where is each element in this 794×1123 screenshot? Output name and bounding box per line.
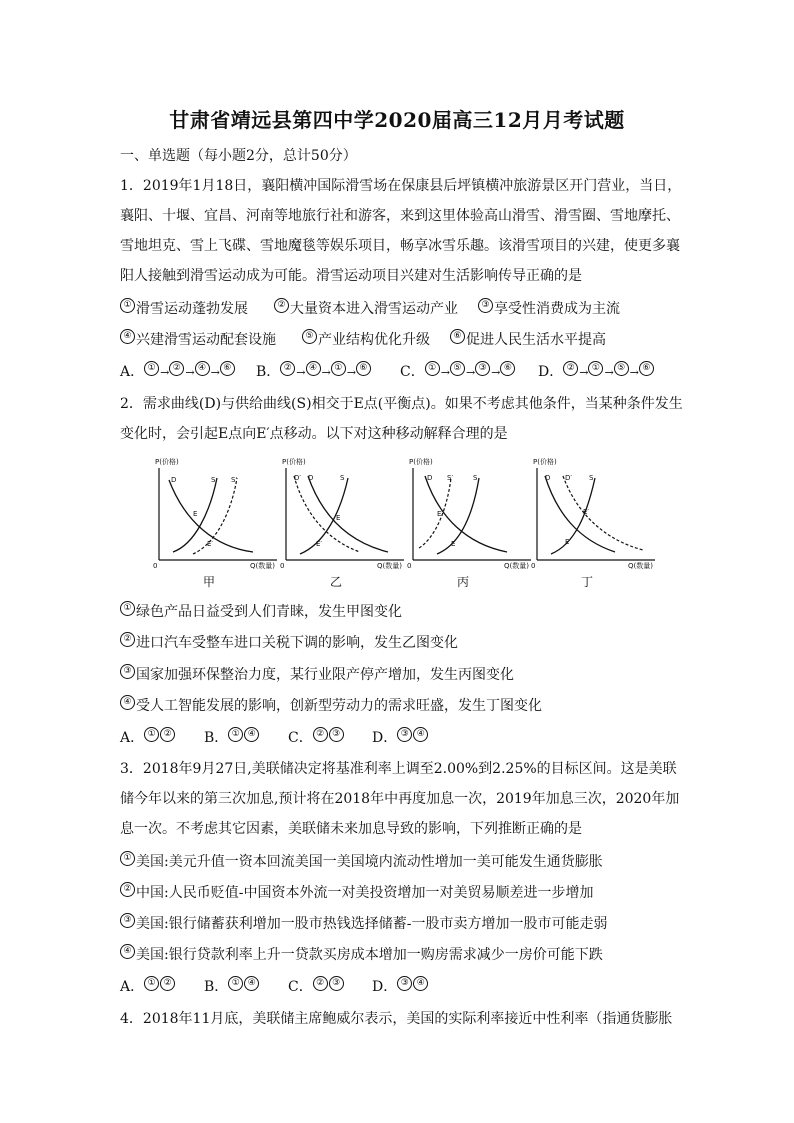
label-e-prime: E′	[437, 510, 444, 518]
circled-number: ③	[120, 913, 135, 928]
q2-stem-line: 变化时，会引起E点向E′点移动。以下对这种移动解释合理的是	[120, 426, 508, 442]
label-e-prime: E′	[583, 508, 590, 516]
graph-name: 甲	[203, 575, 216, 589]
circled-number: ④	[244, 976, 259, 991]
q1-item	[274, 298, 458, 318]
circled-number: ①	[228, 727, 243, 742]
arrow-icon: →	[296, 366, 306, 379]
origin-label: 0	[407, 562, 412, 570]
circled-number: ①	[120, 601, 135, 616]
supply-curve-s-prime	[419, 478, 451, 548]
label-s-prime: S′	[447, 474, 454, 482]
x-axis-label: Q(数量)	[628, 562, 653, 570]
circled-number: ④	[120, 329, 135, 344]
answer-option-label: B．	[204, 730, 229, 746]
label-d-prime: D′	[565, 474, 572, 482]
y-axis-label: P(价格)	[533, 458, 557, 466]
circled-number: ②	[313, 976, 328, 991]
label-s: S	[211, 476, 216, 484]
label-d: D	[308, 474, 314, 482]
arrow-icon: →	[210, 366, 220, 379]
label-e: E	[451, 540, 456, 548]
circled-number: ③	[397, 727, 412, 742]
exam-title: 甘肃省靖远县第四中学2020届高三12月月考试题	[169, 108, 625, 132]
arrow-icon: →	[491, 366, 501, 379]
q3-item	[120, 851, 603, 871]
circled-number: ①	[120, 851, 135, 866]
y-axis-label: P(价格)	[155, 458, 179, 466]
answer-option-label: A．	[120, 979, 145, 995]
graph-name: 乙	[330, 575, 343, 589]
circled-number: ①	[144, 727, 159, 742]
circled-number: ②	[274, 298, 289, 313]
q3-item	[120, 944, 603, 964]
label-e: E	[565, 538, 570, 546]
circled-number: ①	[588, 361, 603, 376]
circled-number: ②	[120, 882, 135, 897]
origin-label: 0	[153, 562, 158, 570]
q1-item-text: 滑雪运动蓬勃发展	[136, 301, 248, 317]
arrow-icon: →	[465, 366, 476, 379]
q2-item	[120, 664, 514, 684]
answer-option-label: A．	[120, 364, 145, 380]
q1-stem-line: 襄阳、十堰、宜昌、河南等地旅行社和游客，来到这里体验高山滑雪、滑雪圈、雪地摩托、	[120, 208, 680, 224]
circled-number: ②	[160, 727, 175, 742]
circled-number: ⑥	[500, 361, 515, 376]
label-s: S	[589, 474, 594, 482]
graph-name: 丁	[581, 575, 594, 589]
circled-number: ④	[244, 727, 259, 742]
q2-item	[120, 632, 458, 652]
answer-option-label: A．	[120, 730, 145, 746]
circled-number: ③	[329, 976, 344, 991]
q3-item-text: 中国:人民币贬值-中国资本外流一对美投资增加一对美贸易顺差进一步增加	[136, 885, 594, 901]
circled-number: ④	[306, 361, 321, 376]
circled-number: ②	[120, 632, 135, 647]
circled-number: ①	[228, 976, 243, 991]
answer-option-label: C．	[288, 979, 313, 995]
circled-number: ③	[478, 298, 493, 313]
answer-option[interactable]	[288, 727, 345, 747]
demand-curve-d-prime	[294, 476, 360, 552]
circled-number: ①	[144, 976, 159, 991]
x-axis-label: Q(数量)	[504, 562, 529, 570]
q1-item	[120, 298, 248, 318]
supply-demand-graph	[399, 452, 539, 592]
q1-item-text: 促进人民生活水平提高	[466, 332, 606, 348]
q3-stem-line: 3．2018年9月27日,美联储决定将基准利率上调至2.00%到2.25%的目标区间。这是美联	[120, 761, 677, 777]
q1-item	[120, 329, 276, 349]
circled-number: ②	[160, 976, 175, 991]
origin-label: 0	[531, 562, 536, 570]
answer-option[interactable]	[288, 976, 345, 996]
q2-item-text: 国家加强环保整治力度，某行业限产停产增加，发生丙图变化	[136, 667, 514, 683]
circled-number: ③	[397, 976, 412, 991]
q1-item-text: 兴建滑雪运动配套设施	[136, 332, 276, 348]
answer-option-label: D．	[372, 979, 398, 995]
label-d: D	[427, 474, 433, 482]
demand-curve-d	[545, 476, 615, 552]
graph-name: 丙	[457, 575, 470, 589]
circled-number: ⑤	[302, 329, 317, 344]
circled-number: ④	[413, 976, 428, 991]
answer-option[interactable]	[120, 727, 176, 747]
graph-bing	[399, 452, 539, 592]
circled-number: ⑥	[639, 361, 654, 376]
circled-number: ④	[413, 727, 428, 742]
answer-option[interactable]	[120, 361, 236, 382]
label-e-prime: E′	[316, 540, 323, 548]
answer-option-label: B．	[204, 979, 229, 995]
q1-stem-line: 阳人接触到滑雪运动成为可能。滑雪运动项目兴建对生活影响传导正确的是	[120, 268, 582, 284]
answer-option[interactable]	[204, 727, 260, 747]
q2-item	[120, 695, 542, 715]
circled-number: ⑥	[356, 361, 371, 376]
circled-number: ③	[329, 727, 344, 742]
demand-curve-d-prime	[563, 476, 643, 550]
answer-option[interactable]	[256, 361, 372, 382]
answer-option[interactable]	[538, 361, 655, 382]
graph-yi	[272, 452, 412, 592]
q2-stem-line: 2．需求曲线(D)与供给曲线(S)相交于E点(平衡点)。如果不考虑其他条件，当某种条件发生	[120, 396, 683, 412]
section-heading: 一、单选题（每小题2分，总计50分）	[120, 148, 357, 164]
supply-demand-graph	[523, 452, 663, 592]
supply-curve-s	[300, 478, 348, 554]
q2-item	[120, 601, 402, 621]
graph-ding	[523, 452, 663, 592]
q3-stem-line: 息一次。不考虑其它因素，美联储未来加息导致的影响，下列推断正确的是	[120, 821, 582, 837]
label-s-prime: S′	[231, 476, 238, 484]
circled-number: ①	[120, 298, 135, 313]
answer-option-label: D．	[372, 730, 398, 746]
circled-number: ①	[144, 361, 159, 376]
answer-option[interactable]	[120, 976, 176, 996]
arrow-icon: →	[604, 366, 614, 379]
q3-item-text: 美国:银行储蓄获利增加一股市热钱选择储蓄-一股市卖方增加一股市可能走弱	[136, 916, 608, 932]
answer-option-label: D．	[538, 364, 564, 380]
circled-number: ④	[120, 695, 135, 710]
x-axis-label: Q(数量)	[377, 562, 402, 570]
q3-item	[120, 882, 593, 902]
circled-number: ①	[331, 361, 346, 376]
answer-option[interactable]	[204, 976, 260, 996]
y-axis-label: P(价格)	[409, 458, 433, 466]
label-e: E	[336, 514, 341, 522]
arrow-icon: →	[160, 366, 170, 379]
answer-option[interactable]	[372, 976, 429, 996]
arrow-icon: →	[579, 366, 589, 379]
circled-number: ②	[169, 361, 184, 376]
x-axis-label: Q(数量)	[250, 562, 275, 570]
answer-option-label: C．	[400, 364, 425, 380]
q1-item-text: 大量资本进入滑雪运动产业	[290, 301, 458, 317]
label-d: D	[171, 476, 177, 484]
circled-number: ②	[280, 361, 295, 376]
circled-number: ①	[425, 361, 440, 376]
q2-item-text: 受人工智能发展的影响，创新型劳动力的需求旺盛，发生丁图变化	[136, 698, 542, 714]
q3-item-text: 美国:银行贷款利率上升一贷款买房成本增加一购房需求减少一房价可能下跌	[136, 947, 603, 963]
label-e-prime: E′	[207, 540, 214, 548]
supply-demand-graph	[145, 452, 285, 592]
circled-number: ③	[120, 664, 135, 679]
circled-number: ④	[195, 361, 210, 376]
circled-number: ⑥	[450, 329, 465, 344]
origin-label: 0	[280, 562, 285, 570]
circled-number: ⑥	[220, 361, 235, 376]
label-s: S	[473, 474, 478, 482]
q1-item	[302, 329, 430, 349]
q3-item-text: 美国:美元升值一资本回流美国一美国境内流动性增加一美可能发生通货膨胀	[136, 854, 603, 870]
graph-jia	[145, 452, 285, 592]
label-e: E	[193, 510, 198, 518]
circled-number: ②	[313, 727, 328, 742]
supply-curve-s	[551, 478, 595, 554]
q4-stem-line: 4．2018年11月底，美联储主席鲍威尔表示，美国的实际利率接近中性利率（指通货膨胀	[120, 1011, 673, 1027]
arrow-icon: →	[440, 366, 450, 379]
arrow-icon: →	[185, 366, 195, 379]
circled-number: ③	[475, 361, 490, 376]
q2-item-text: 绿色产品日益受到人们青睐，发生甲图变化	[136, 604, 402, 620]
answer-option-label: B．	[256, 364, 281, 380]
circled-number: ②	[563, 361, 578, 376]
q3-item	[120, 913, 607, 933]
circled-number: ④	[120, 944, 135, 959]
label-s: S	[340, 474, 345, 482]
answer-option[interactable]	[372, 727, 429, 747]
q1-item-text: 产业结构优化升级	[318, 332, 430, 348]
q3-stem-line: 储今年以来的第三次加息,预计将在2018年中再度加息一次，2019年加息三次，2020年加	[120, 791, 680, 807]
arrow-icon: →	[346, 366, 356, 379]
arrow-icon: →	[321, 366, 331, 379]
answer-option[interactable]	[400, 361, 516, 382]
q1-stem-line: 1．2019年1月18日，襄阳横冲国际滑雪场在保康县后坪镇横冲旅游景区开门营业，当日，	[120, 178, 682, 194]
q1-item	[478, 298, 620, 318]
label-d: D	[545, 474, 551, 482]
y-axis-label: P(价格)	[282, 458, 306, 466]
supply-curve-s	[437, 478, 479, 554]
answer-option-label: C．	[288, 730, 313, 746]
q1-item	[450, 329, 606, 349]
circled-number: ⑤	[614, 361, 629, 376]
supply-demand-graph	[272, 452, 412, 592]
label-d-prime: D′	[294, 474, 301, 482]
arrow-icon: →	[629, 366, 639, 379]
circled-number: ⑤	[450, 361, 465, 376]
q1-item-text: 享受性消费成为主流	[494, 301, 620, 317]
q1-stem-line: 雪地坦克、雪上飞碟、雪地魔毯等娱乐项目，畅享冰雪乐趣。该滑雪项目的兴建，使更多襄	[120, 238, 680, 254]
q2-item-text: 进口汽车受整车进口关税下调的影响，发生乙图变化	[136, 635, 458, 651]
